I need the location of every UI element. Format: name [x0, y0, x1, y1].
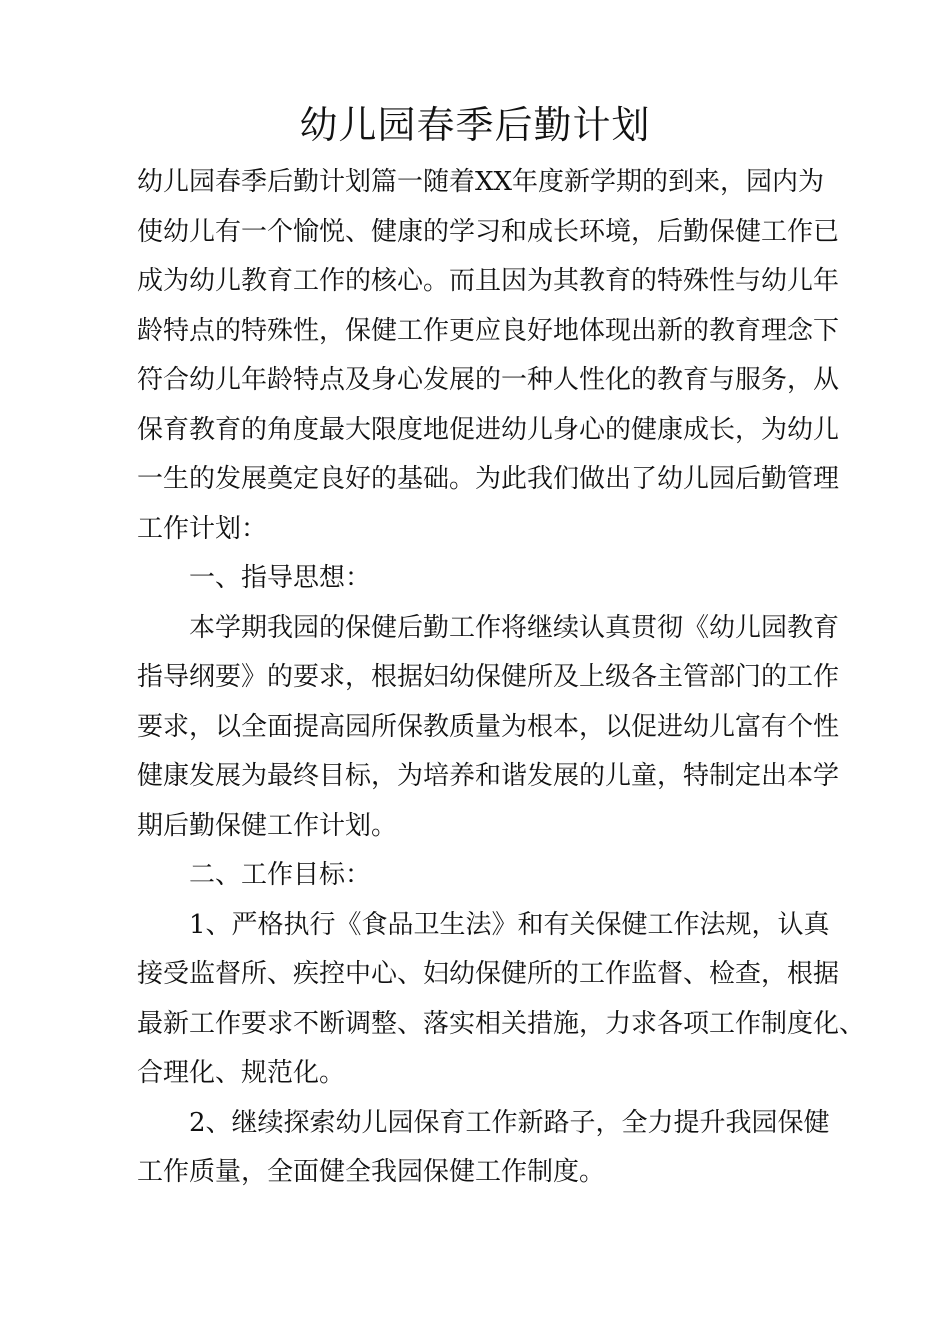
text-line: 龄特点的特殊性，保健工作更应良好地体现出新的教育理念下 [137, 315, 840, 346]
section-heading-guiding-ideology [137, 554, 837, 604]
text-line: 本学期我园的保健后勤工作将继续认真贯彻《幼儿园教育 [189, 612, 840, 643]
text-line: 最新工作要求不断调整、落实相关措施，力求各项工作制度化、 [137, 1008, 866, 1039]
text-line: 健康发展为最终目标，为培养和谐发展的儿童，特制定出本学 [137, 761, 840, 791]
work-goal-item-2 [137, 1099, 837, 1198]
text-line: 二、工作目标： [189, 860, 372, 890]
document-body [137, 158, 866, 1198]
document-title: 幼儿园春季后勤计划 [299, 103, 651, 147]
intro-paragraph [137, 158, 840, 554]
text-line: 幼儿园春季后勤计划篇一随着XX年度新学期的到来，园内为 [137, 167, 825, 197]
text-line: 使幼儿有一个愉悦、健康的学习和成长环境，后勤保健工作已 [137, 216, 840, 247]
text-line: 指导纲要》的要求，根据妇幼保健所及上级各主管部门的工作 [137, 662, 840, 692]
text-line: 一、指导思想： [189, 563, 372, 593]
text-line: 一生的发展奠定良好的基础。为此我们做出了幼儿园后勤管理 [137, 464, 840, 494]
text-line: 1、严格执行《食品卫生法》和有关保健工作法规，认真 [189, 909, 830, 940]
text-line: 期后勤保健工作计划。 [137, 810, 398, 841]
text-line: 合理化、规范化。 [137, 1058, 346, 1088]
text-line: 工作计划： [137, 513, 268, 544]
text-line: 成为幼儿教育工作的核心。而且因为其教育的特殊性与幼儿年 [137, 266, 840, 296]
text-line: 工作质量，全面健全我园保健工作制度。 [137, 1157, 606, 1187]
text-line: 2、继续探索幼儿园保育工作新路子，全力提升我园保健 [189, 1107, 830, 1138]
text-line: 保育教育的角度最大限度地促进幼儿身心的健康成长，为幼儿 [137, 414, 840, 445]
text-line: 要求，以全面提高园所保教质量为根本，以促进幼儿富有个性 [137, 711, 840, 742]
section-heading-work-goals [137, 851, 837, 901]
work-goal-item-1 [137, 901, 866, 1099]
guiding-ideology-paragraph [137, 604, 840, 852]
text-line: 符合幼儿年龄特点及身心发展的一种人性化的教育与服务，从 [137, 365, 840, 395]
text-line: 接受监督所、疾控中心、妇幼保健所的工作监督、检查，根据 [137, 959, 840, 989]
